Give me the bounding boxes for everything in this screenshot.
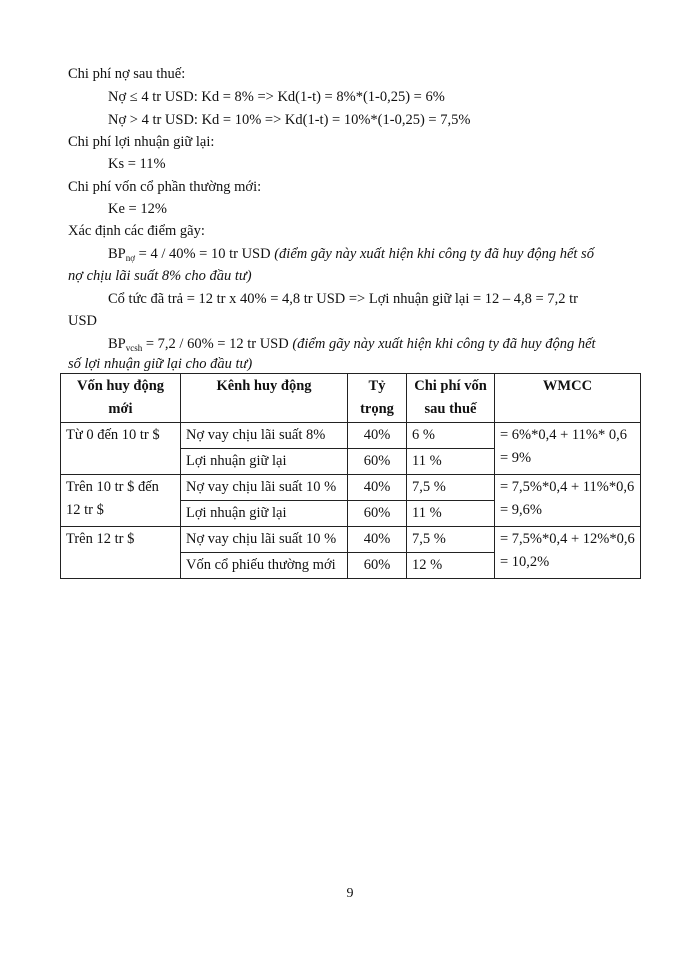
weight-cell: 40% <box>348 423 407 449</box>
header-after-tax-cost: Chi phí vốn sau thuế <box>407 374 495 423</box>
table-row <box>61 475 641 501</box>
wmcc-cell <box>495 475 641 527</box>
header-capital-raised: Vốn huy động mới <box>61 374 181 423</box>
bp-equation: = 4 / 40% = 10 tr USD <box>135 246 275 262</box>
text-line-debt-over-4: Nợ > 4 tr USD: Kd = 10% => Kd(1-t) = 10%*(1-0,25) = 7,5% <box>108 112 471 128</box>
text-line-new-equity-heading: Chi phí vốn cổ phần thường mới: <box>68 179 262 195</box>
weight-cell: 40% <box>348 475 407 501</box>
wmcc-formula: = 7,5%*0,4 + 12%*0,6 <box>500 531 635 547</box>
channel-cell: Lợi nhuận giữ lại <box>181 449 348 475</box>
channel-cell: Vốn cổ phiếu thường mới <box>181 553 348 579</box>
header-channel: Kênh huy động <box>181 374 348 423</box>
page-number: 9 <box>346 886 354 901</box>
text-line-ke: Ke = 12% <box>108 201 167 217</box>
cost-cell: 6 % <box>407 423 495 449</box>
bp-note: (điểm gãy này xuất hiện khi công ty đã huy động hết <box>292 336 596 352</box>
bp-note: (điểm gãy này xuất hiện khi công ty đã huy động hết số <box>274 246 594 262</box>
text-line-dividend-cont: USD <box>68 313 98 329</box>
range-cell: Trên 10 tr $ đến 12 tr $ <box>61 475 181 527</box>
wmcc-table <box>60 373 641 579</box>
bp-subscript: vcsh <box>125 343 143 353</box>
text-line-debt-under-4: Nợ ≤ 4 tr USD: Kd = 8% => Kd(1-t) = 8%*(1-0,25) = 6% <box>108 89 445 105</box>
cost-cell: 12 % <box>407 553 495 579</box>
channel-cell: Nợ vay chịu lãi suất 10 % <box>181 475 348 501</box>
text-line-bp-equity <box>108 334 596 354</box>
text-line-breakpoints-heading: Xác định các điểm gãy: <box>68 223 205 239</box>
bp-subscript: nợ <box>125 253 136 263</box>
header-wmcc: WMCC <box>495 374 641 423</box>
range-cell: Từ 0 đến 10 tr $ <box>61 423 181 475</box>
table-row <box>61 527 641 553</box>
text-line-retained-earnings-heading: Chi phí lợi nhuận giữ lại: <box>68 134 215 150</box>
text-line-debt-cost-heading: Chi phí nợ sau thuế: <box>68 66 186 82</box>
channel-cell: Nợ vay chịu lãi suất 10 % <box>181 527 348 553</box>
wmcc-formula: = 7,5%*0,4 + 11%*0,6 <box>500 479 635 495</box>
channel-cell: Lợi nhuận giữ lại <box>181 501 348 527</box>
wmcc-cell <box>495 527 641 579</box>
bp-label: BP <box>108 246 126 262</box>
cost-cell: 7,5 % <box>407 527 495 553</box>
header-weight: Tỷ trọng <box>348 374 407 423</box>
cost-cell: 7,5 % <box>407 475 495 501</box>
text-line-bp-debt-note: nợ chịu lãi suất 8% cho đầu tư) <box>68 268 252 284</box>
text-line-bp-debt <box>108 244 594 264</box>
cost-cell: 11 % <box>407 449 495 475</box>
channel-cell: Nợ vay chịu lãi suất 8% <box>181 423 348 449</box>
text-line-bp-equity-note: số lợi nhuận giữ lại cho đầu tư) <box>68 356 253 372</box>
cost-cell: 11 % <box>407 501 495 527</box>
bp-label: BP <box>108 336 126 352</box>
weight-cell: 60% <box>348 553 407 579</box>
wmcc-formula: = 6%*0,4 + 11%* 0,6 <box>500 427 627 443</box>
weight-cell: 60% <box>348 449 407 475</box>
wmcc-result: = 9% <box>500 450 532 466</box>
range-cell: Trên 12 tr $ <box>61 527 181 579</box>
text-line-ks: Ks = 11% <box>108 156 166 172</box>
table-header-row <box>61 374 641 423</box>
text-line-dividend: Cổ tức đã trả = 12 tr x 40% = 4,8 tr USD => Lợi nhuận giữ lại = 12 – 4,8 = 7,2 tr <box>108 291 578 307</box>
table-row <box>61 423 641 449</box>
wmcc-result: = 9,6% <box>500 502 543 518</box>
wmcc-result: = 10,2% <box>500 554 550 570</box>
weight-cell: 60% <box>348 501 407 527</box>
weight-cell: 40% <box>348 527 407 553</box>
bp-equation: = 7,2 / 60% = 12 tr USD <box>142 336 293 352</box>
wmcc-cell <box>495 423 641 475</box>
